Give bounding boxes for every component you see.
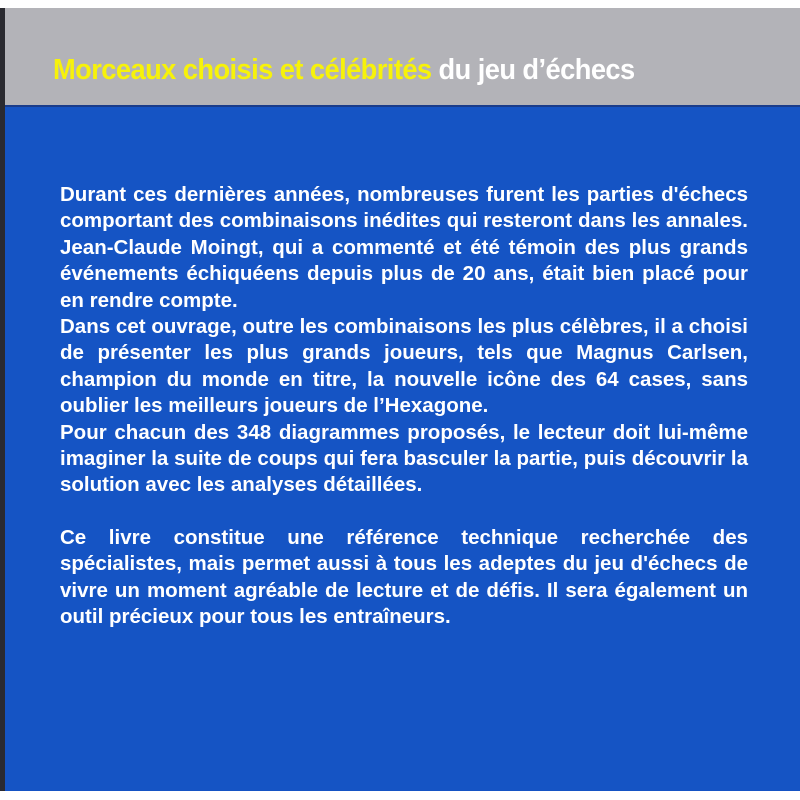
title-highlight: Morceaux choisis et célébrités (53, 54, 432, 86)
cover-title (53, 54, 635, 87)
blurb-paragraph-3: Pour chacun des 348 diagrammes proposés, le lecteur doit lui-même imaginer la suite de coups qui fera basculer la partie, puis découvrir la solution avec les analyses détaillées. (60, 420, 748, 497)
blurb-paragraph-1: Durant ces dernières années, nombreuses furent les parties d'échecs comportant des combinaisons inédites qui resteront dans les annales. Jean-Claude Moingt, qui a commenté et été témoin des plus grands événements échiquéens depuis plus de 20 ans, était bien placé pour en rendre compte. (60, 183, 748, 312)
cover-spine-edge (0, 8, 5, 791)
blurb (60, 182, 748, 631)
blurb-paragraph-2: Dans cet ouvrage, outre les combinaisons les plus célèbres, il a choisi de présenter les plus grands joueurs, tels que Magnus Carlsen, champion du monde en titre, la nouvelle icône des 64 cases, sans oublier les meilleurs joueurs de l’Hexagone. (60, 315, 748, 418)
header-band (5, 8, 800, 107)
title-rest: du jeu d’échecs (438, 54, 635, 86)
blurb-paragraph-4: Ce livre constitue une référence technique recherchée des spécialistes, mais permet aussi à tous les adeptes du jeu d'échecs de vivre un moment agréable de lecture et de défis. Il sera également un outil précieux pour tous les entraîneurs. (60, 525, 748, 629)
